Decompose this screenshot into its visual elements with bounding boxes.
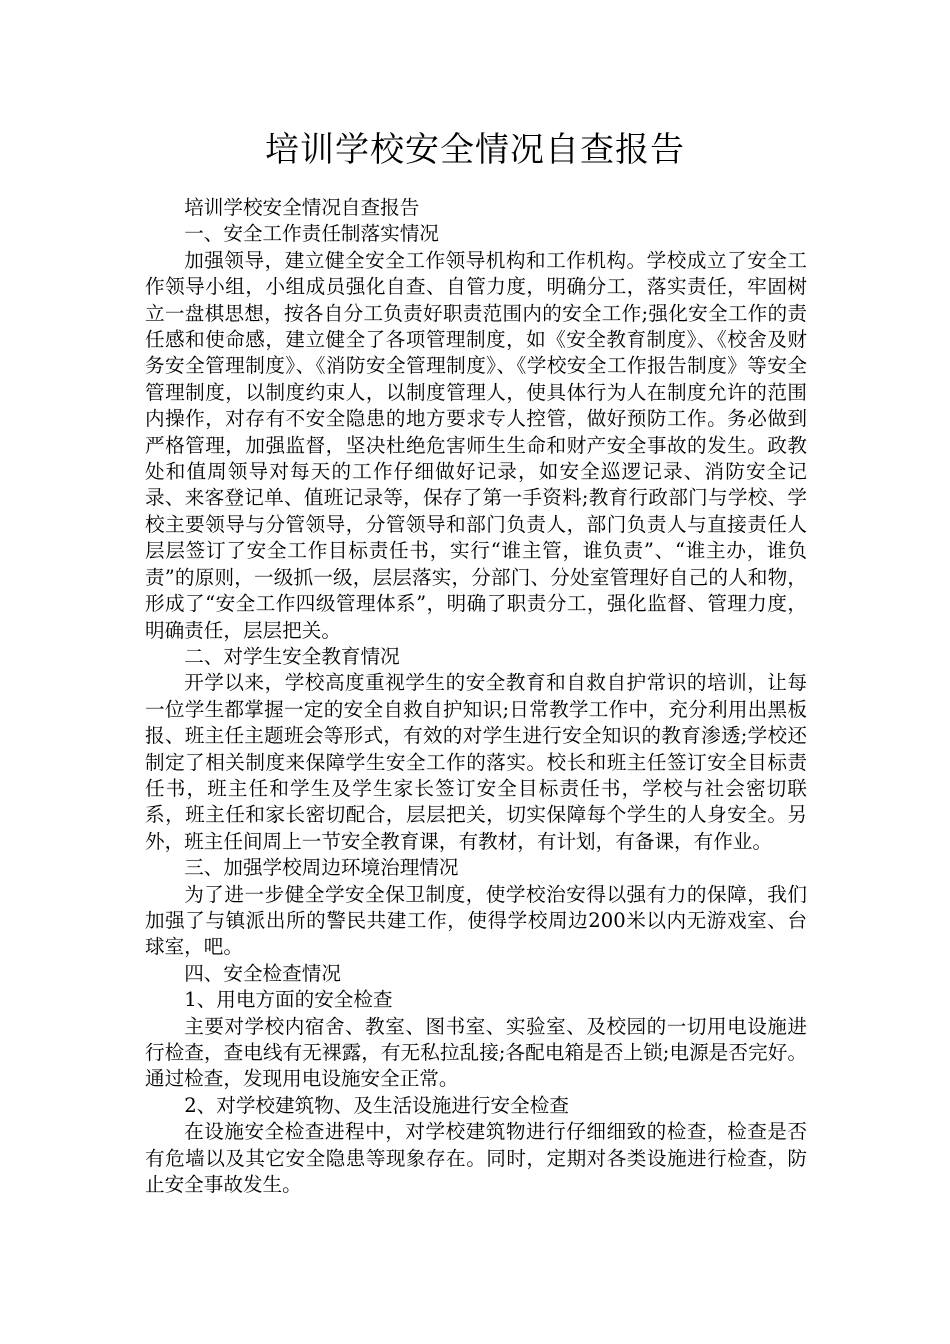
body-paragraph: 开学以来，学校高度重视学生的安全教育和自救自护常识的培训，让每一位学生都掌握一定的安全自救自护知识;日常教学工作中，充分利用出黑板报、班主任主题班会等形式，有效的对学生进行安全知识的教育渗透;学校还制定了相关制度来保障学生安全工作的落实。校长和班主任签订安全目标责任书，班主任和学生及学生家长签订安全目标责任书，学校与社会密切联系，班主任和家长密切配合，层层把关，切实保障每个学生的人身安全。另外，班主任间周上一节安全教育课，有教材，有计划，有备课，有作业。	[145, 671, 807, 853]
section-heading-2: 二、对学生安全教育情况	[184, 644, 400, 668]
body-paragraph: 为了进一步健全学安全保卫制度，使学校治安得以强有力的保障，我们加强了与镇派出所的警民共建工作，使得学校周边200米以内无游戏室、台球室，吧。	[145, 882, 807, 959]
subsection-heading-2: 2、对学校建筑物、及生活设施进行安全检查	[184, 1093, 569, 1117]
section-heading-1: 一、安全工作责任制落实情况	[184, 222, 439, 246]
subtitle-paragraph: 培训学校安全情况自查报告	[184, 196, 420, 219]
body-paragraph: 主要对学校内宿舍、教室、图书室、实验室、及校园的一切用电设施进行检查，查电线有无裸露，有无私拉乱接;各配电箱是否上锁;电源是否完好。通过检查，发现用电设施安全正常。	[145, 1014, 807, 1091]
document-body	[145, 195, 807, 1198]
section-heading-3: 三、加强学校周边环境治理情况	[184, 856, 459, 880]
document-title: 培训学校安全情况自查报告	[265, 130, 685, 170]
body-paragraph: 加强领导，建立健全安全工作领导机构和工作机构。学校成立了安全工作领导小组，小组成员强化自查、自管力度，明确分工，落实责任，牢固树立一盘棋思想，按各自分工负责好职责范围内的安全工作;强化安全工作的责任感和使命感，建立健全了各项管理制度，如《安全教育制度》、《校舍及财务安全管理制度》、《消防安全管理制度》、《学校安全工作报告制度》等安全管理制度，以制度约束人，以制度管理人，使具体行为人在制度允许的范围内操作，对存有不安全隐患的地方要求专人控管，做好预防工作。务必做到严格管理，加强监督，坚决杜绝危害师生生命和财产安全事故的发生。政教处和值周领导对每天的工作仔细做好记录，如安全巡逻记录、消防安全记录、来客登记单、值班记录等，保存了第一手资料;教育行政部门与学校、学校主要领导与分管领导，分管领导和部门负责人，部门负责人与直接责任人层层签订了安全工作目标责任书，实行“谁主管，谁负责”、“谁主办，谁负责”的原则，一级抓一级，层层落实，分部门、分处室管理好自己的人和物，形成了“安全工作四级管理体系”，明确了职责分工，强化监督、管理力度，明确责任，层层把关。	[145, 248, 807, 642]
body-paragraph: 在设施安全检查进程中，对学校建筑物进行仔细细致的检查，检查是否有危墙以及其它安全隐患等现象存在。同时，定期对各类设施进行检查，防止安全事故发生。	[145, 1120, 807, 1197]
section-heading-4: 四、安全检查情况	[184, 961, 341, 985]
subsection-heading-1: 1、用电方面的安全检查	[184, 988, 393, 1012]
